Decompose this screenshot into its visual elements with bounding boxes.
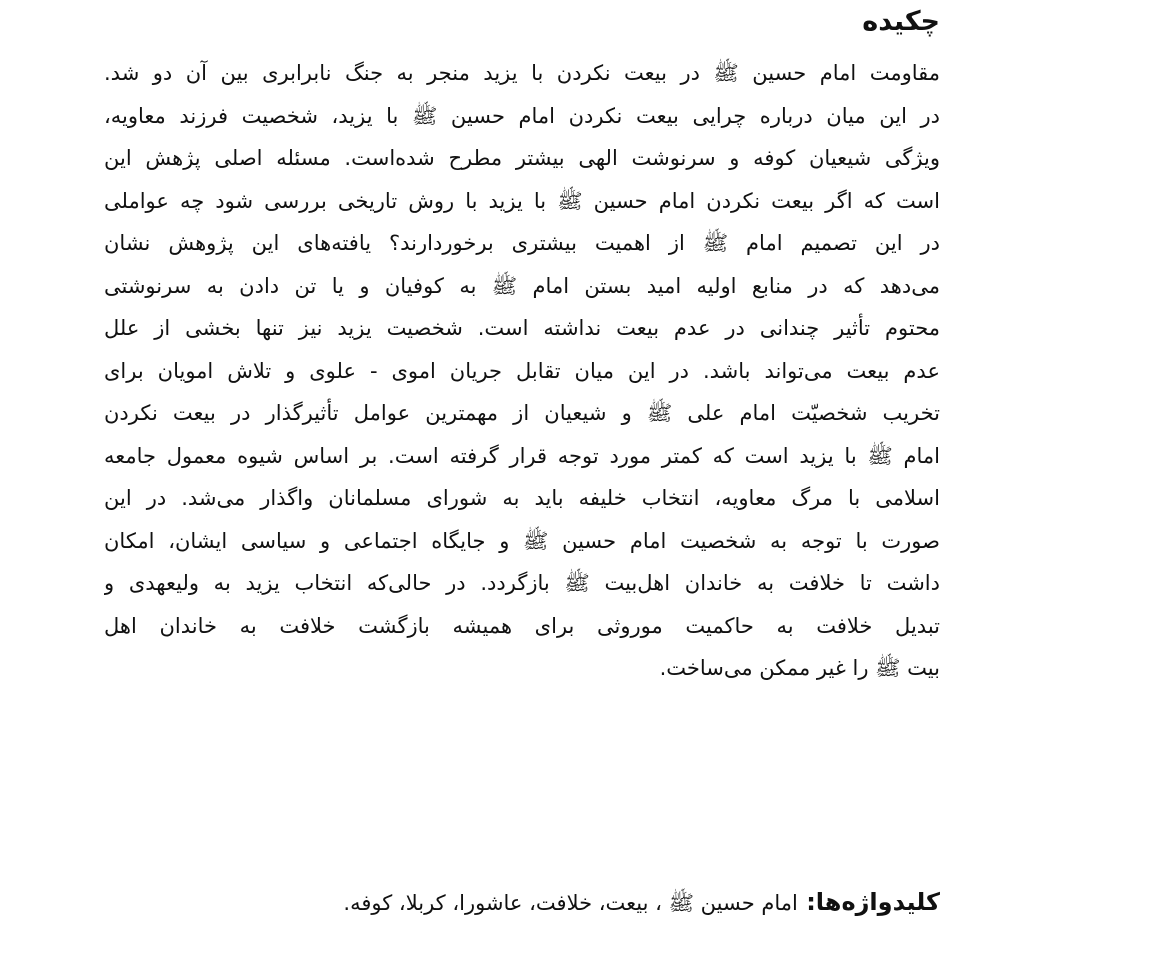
keywords-section xyxy=(104,880,940,925)
abstract-line: است که اگر بیعت نکردن امام حسین ﷺ با یزید با روش تاریخی بررسی شود چه عواملی xyxy=(104,188,940,213)
keywords-text: امام حسین ﷺ ، بیعت، خلافت، عاشورا، کربلا، کوفه. xyxy=(343,891,798,915)
abstract-heading: چکیده xyxy=(862,6,940,37)
abstract-line: مقاومت امام حسین ﷺ در بیعت نکردن با یزید منجر به جنگ نابرابری بین آن دو شد. xyxy=(104,61,940,85)
abstract-line: محتوم تأثیر چندانی در عدم بیعت نداشته است. شخصیت یزید نیز تنها بخشی از علل xyxy=(104,316,940,340)
abstract-line: صورت با توجه به شخصیت امام حسین ﷺ و جایگاه اجتماعی و سیاسی ایشان، امکان xyxy=(104,528,940,553)
keywords-label: کلیدواژه‌ها: xyxy=(797,888,940,916)
abstract-line: اسلامی با مرگ معاویه، انتخاب خلیفه باید به شورای مسلمانان واگذار می‌شد. در این xyxy=(104,486,940,510)
abstract-line: بیت ﷺ را غیر ممکن می‌ساخت. xyxy=(659,656,940,680)
abstract-line: تخریب شخصیّت امام علی ﷺ و شیعیان از مهمترین عوامل تأثیرگذار در بیعت نکردن xyxy=(104,401,940,425)
abstract-line: در این میان درباره چرایی بیعت نکردن امام حسین ﷺ با یزید، شخصیت فرزند معاویه، xyxy=(104,103,940,128)
abstract-line: امام ﷺ با یزید است که کمتر مورد توجه قرار گرفته است. بر اساس شیوه معمول جامعه xyxy=(104,443,940,468)
abstract-line: داشت تا خلافت به خاندان اهل‌بیت ﷺ بازگردد. در حالی‌که انتخاب یزید به ولیعهدی و xyxy=(104,571,940,595)
abstract-line: ویژگی شیعیان کوفه و سرنوشت الهی بیشتر مطرح شده‌است. مسئله اصلی پژهش این xyxy=(104,146,940,170)
abstract-line: تبدیل خلافت به حاکمیت موروثی برای همیشه بازگشت خلافت به خاندان اهل xyxy=(104,613,940,638)
abstract-line: در این تصمیم امام ﷺ از اهمیت بیشتری برخوردارند؟ یافته‌های این پژوهش نشان xyxy=(104,231,940,255)
abstract-line: عدم بیعت می‌تواند باشد. در این میان تقابل جریان اموی - علوی و تلاش امویان برای xyxy=(104,358,940,383)
abstract-body xyxy=(104,52,940,690)
abstract-line: می‌دهد که در منابع اولیه امید بستن امام ﷺ به کوفیان و یا تن دادن به سرنوشتی xyxy=(104,273,940,298)
